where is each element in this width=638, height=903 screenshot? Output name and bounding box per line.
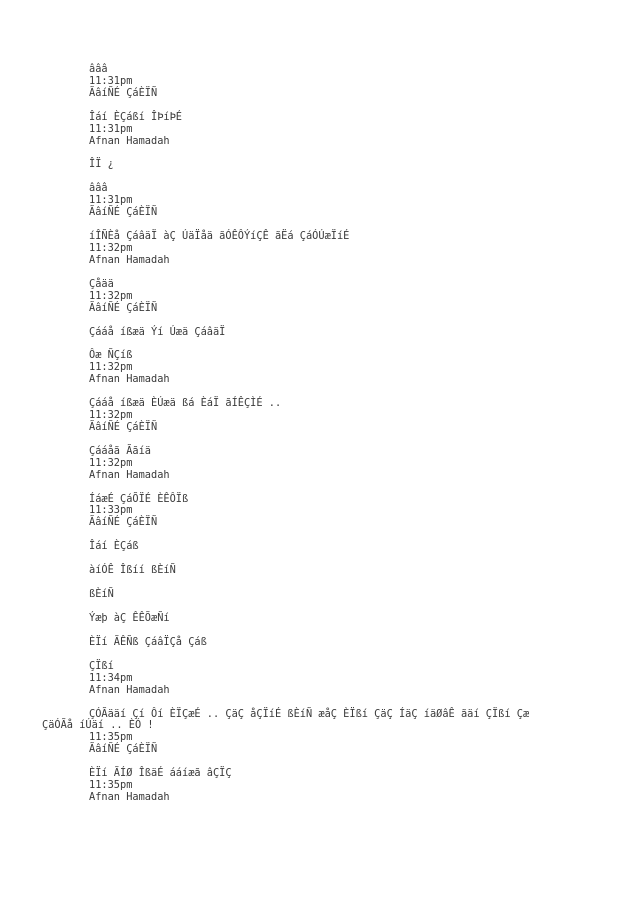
message-sender: Afnan Hamadah — [89, 790, 170, 803]
chat-message — [89, 613, 629, 625]
message-sender: Afnan Hamadah — [89, 683, 170, 696]
message-text: íÎÑÈå ÇáâäÏ àÇ ÚäÏåä ãÓÊÔÝíÇÊ ãËá ÇáÓÚæÏíÉ — [89, 230, 350, 243]
chat-message — [89, 565, 629, 577]
message-time: 11:32pm — [89, 456, 133, 469]
message-sender: ÃâíÑÉ ÇáÈÏÑ — [89, 743, 158, 756]
message-time: 11:32pm — [89, 409, 133, 422]
chat-message — [89, 327, 629, 339]
chat-message — [89, 446, 629, 482]
message-text: Îáí ÈÇáßí ÎÞíÞÉ — [89, 110, 182, 123]
message-sender: ÃâíÑÉ ÇáÈÏÑ — [89, 86, 158, 99]
message-text: ÇÏßí — [89, 659, 114, 672]
message-sender: Afnan Hamadah — [89, 373, 170, 386]
chat-message — [89, 159, 629, 171]
message-text-continued: ÇäÓÃå íÚäí .. ÈÓ ! — [42, 719, 154, 732]
message-text: Çááå íßæä ÈÚæä ßá ÈáÏ ãÍÊÇÌÉ .. — [89, 397, 282, 410]
message-time: 11:31pm — [89, 194, 133, 207]
chat-message — [89, 64, 629, 100]
message-time: 11:32pm — [89, 241, 133, 254]
chat-message — [89, 661, 629, 697]
chat-message — [42, 707, 629, 757]
chat-message — [89, 398, 629, 434]
chat-message — [89, 768, 629, 804]
message-text: Îáí ÈÇáß — [89, 540, 139, 553]
message-time: 11:31pm — [89, 122, 133, 135]
chat-message — [89, 637, 629, 649]
message-text: Çááåã Ããíä — [89, 444, 151, 457]
message-text: Ýæþ àÇ ÊÊÕæÑí — [89, 612, 170, 624]
message-sender: ÃâíÑÉ ÇáÈÏÑ — [89, 206, 158, 219]
message-text: Ôæ ÑÇíß — [89, 349, 133, 362]
message-text: ÈÏí ÃÊÑß ÇáâÏÇå Çáß — [89, 635, 207, 648]
message-sender: Afnan Hamadah — [89, 134, 170, 147]
message-sender: ÃâíÑÉ ÇáÈÏÑ — [89, 301, 158, 314]
message-text: ÎÏ ¿ — [89, 158, 114, 171]
message-text: ÍáæÉ ÇáÕÏÉ ÈÊÔÏß — [89, 492, 189, 505]
message-text: Çåää — [89, 277, 114, 290]
chat-message — [89, 231, 629, 267]
message-sender: Afnan Hamadah — [89, 468, 170, 481]
chat-message — [89, 589, 629, 601]
message-time: 11:35pm — [89, 731, 133, 744]
chat-message — [89, 494, 629, 530]
message-time: 11:35pm — [89, 779, 133, 792]
message-time: 11:31pm — [89, 74, 133, 87]
chat-message — [89, 112, 629, 148]
chat-message — [89, 183, 629, 219]
message-text: ßÈíÑ — [89, 588, 114, 601]
message-time: 11:33pm — [89, 504, 133, 517]
message-text: âââ — [89, 63, 108, 75]
message-sender: Afnan Hamadah — [89, 253, 170, 266]
message-text: ÇÓÃääí Çí Ôí ÈÏÇæÉ .. ÇäÇ åÇÏíÉ ßÈíÑ æåÇ ÈÏßí ÇäÇ ÍäÇ íäØâÊ ãäí ÇÏßí Çæ — [89, 707, 530, 720]
message-text: Çááå íßæä Ýí Úæä ÇáâäÏ — [89, 325, 226, 338]
message-time: 11:32pm — [89, 289, 133, 302]
chat-message — [89, 541, 629, 553]
message-text: àíÓÊ Îßíí ßÈíÑ — [89, 564, 176, 577]
message-time: 11:32pm — [89, 361, 133, 374]
chat-message — [89, 350, 629, 386]
message-sender: ÃâíÑÉ ÇáÈÏÑ — [89, 420, 158, 433]
message-sender: ÃâíÑÉ ÇáÈÏÑ — [89, 516, 158, 529]
message-time: 11:34pm — [89, 671, 133, 684]
chat-log — [42, 63, 629, 816]
chat-message — [89, 279, 629, 315]
message-text: âââ — [89, 182, 108, 195]
message-text: ÈÏí ÃÍØ ÎßäÉ ááíæã âÇÏÇ — [89, 767, 232, 780]
